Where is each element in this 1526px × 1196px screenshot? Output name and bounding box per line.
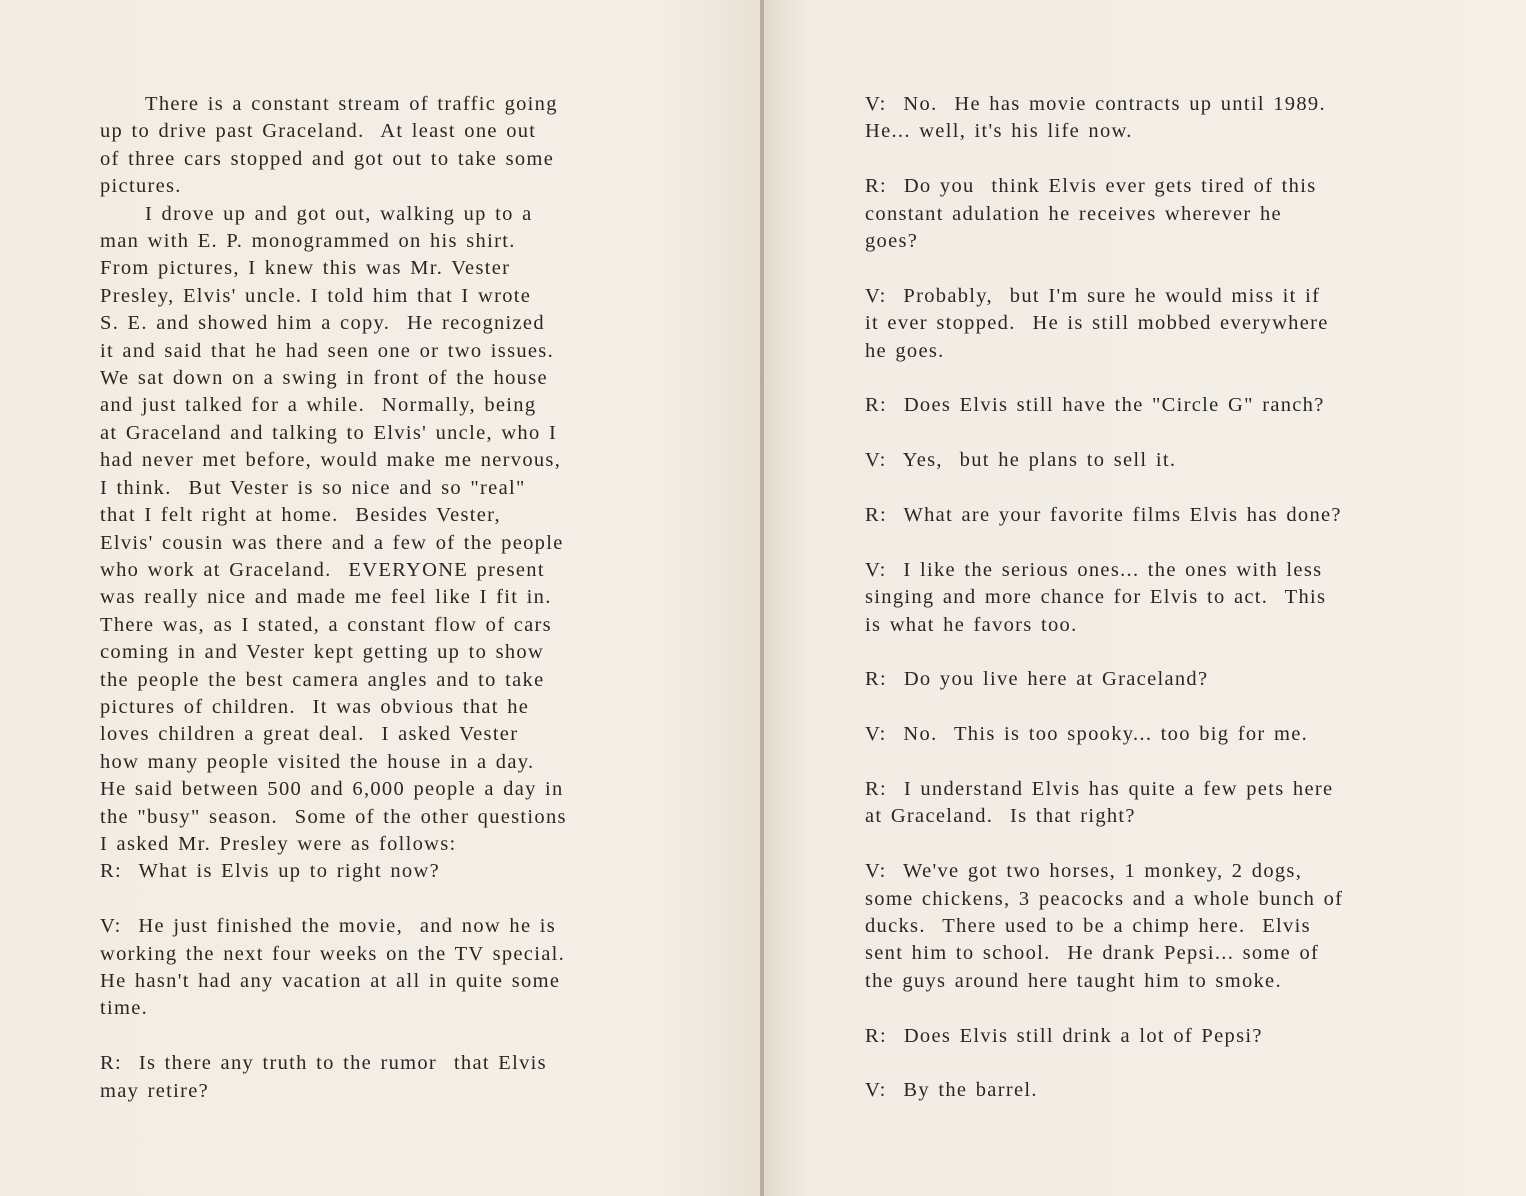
- text-line: pictures.: [100, 175, 182, 198]
- interview-exchange: [100, 858, 680, 885]
- text-line: Elvis' cousin was there and a few of the people: [100, 531, 564, 554]
- text-line: R: Do you think Elvis ever gets tired of this: [865, 175, 1317, 198]
- text-line: R: What is Elvis up to right now?: [100, 860, 440, 883]
- text-line: I drove up and got out, walking up to a: [145, 202, 533, 225]
- right-interview: [865, 91, 1465, 1105]
- text-line: From pictures, I knew this was Mr. Vester: [100, 257, 511, 280]
- text-line: up to drive past Graceland. At least one out: [100, 120, 537, 143]
- text-line: R: What are your favorite films Elvis has done?: [865, 504, 1342, 527]
- text-line: that I felt right at home. Besides Vester,: [100, 504, 501, 527]
- text-line: V: I like the serious ones... the ones with less: [865, 558, 1323, 581]
- text-line: We sat down on a swing in front of the house: [100, 367, 548, 390]
- text-line: is what he favors too.: [865, 613, 1078, 636]
- text-line: R: Does Elvis still have the "Circle G" ranch?: [865, 394, 1325, 417]
- text-line: the people the best camera angles and to take: [100, 668, 545, 691]
- text-line: and just talked for a while. Normally, being: [100, 394, 537, 417]
- text-line: who work at Graceland. EVERYONE present: [100, 558, 545, 581]
- text-line: Presley, Elvis' uncle. I told him that I wrote: [100, 284, 532, 307]
- right-page-text: [865, 91, 1465, 1132]
- interview-exchange: [865, 858, 1465, 995]
- right-page: [764, 0, 1526, 1196]
- text-line: ducks. There used to be a chimp here. Elvis: [865, 915, 1311, 938]
- left-interview: [100, 858, 680, 1105]
- text-line: coming in and Vester kept getting up to show: [100, 641, 545, 664]
- text-line: R: Does Elvis still drink a lot of Pepsi?: [865, 1024, 1263, 1047]
- text-line: He said between 500 and 6,000 people a day in: [100, 778, 564, 801]
- text-line: he goes.: [865, 339, 945, 362]
- text-line: constant adulation he receives wherever he: [865, 202, 1282, 225]
- text-line: I asked Mr. Presley were as follows:: [100, 832, 457, 855]
- text-line: R: I understand Elvis has quite a few pets here: [865, 778, 1334, 801]
- text-line: V: We've got two horses, 1 monkey, 2 dogs,: [865, 860, 1303, 883]
- text-line: There is a constant stream of traffic going: [145, 93, 558, 115]
- text-line: working the next four weeks on the TV special.: [100, 942, 566, 965]
- text-line: of three cars stopped and got out to take some: [100, 147, 555, 170]
- interview-exchange: [865, 173, 1465, 255]
- text-line: at Graceland and talking to Elvis' uncle, who I: [100, 421, 558, 444]
- interview-exchange: [865, 283, 1465, 365]
- text-line: There was, as I stated, a constant flow of cars: [100, 613, 552, 636]
- left-page: [0, 0, 762, 1196]
- paragraph-traffic: [100, 91, 680, 201]
- text-line: goes?: [865, 230, 919, 253]
- text-line: it ever stopped. He is still mobbed everywhere: [865, 312, 1329, 335]
- text-line: loves children a great deal. I asked Vester: [100, 723, 519, 746]
- text-line: how many people visited the house in a day.: [100, 750, 535, 773]
- interview-exchange: [865, 502, 1465, 529]
- text-line: singing and more chance for Elvis to act. This: [865, 586, 1327, 609]
- text-line: some chickens, 3 peacocks and a whole bunch of: [865, 887, 1344, 910]
- text-line: pictures of children. It was obvious that he: [100, 695, 530, 718]
- text-line: sent him to school. He drank Pepsi... some of: [865, 942, 1320, 965]
- text-line: I think. But Vester is so nice and so "real": [100, 476, 526, 499]
- text-line: R: Do you live here at Graceland?: [865, 668, 1209, 691]
- text-line: it and said that he had seen one or two issues.: [100, 339, 555, 362]
- interview-exchange: [100, 1050, 680, 1105]
- text-line: V: By the barrel.: [865, 1079, 1038, 1102]
- interview-exchange: [865, 1023, 1465, 1050]
- text-line: V: No. He has movie contracts up until 1989.: [865, 93, 1326, 115]
- text-line: was really nice and made me feel like I fit in.: [100, 586, 552, 609]
- interview-exchange: [865, 666, 1465, 693]
- text-line: had never met before, would make me nervous,: [100, 449, 562, 472]
- text-line: R: Is there any truth to the rumor that Elvis: [100, 1052, 547, 1075]
- text-line: V: Probably, but I'm sure he would miss it if: [865, 284, 1321, 307]
- text-line: the guys around here taught him to smoke.: [865, 969, 1282, 992]
- interview-exchange: [865, 721, 1465, 748]
- text-line: man with E. P. monogrammed on his shirt.: [100, 230, 516, 253]
- text-line: S. E. and showed him a copy. He recognized: [100, 312, 545, 335]
- paragraph-visit: [100, 201, 680, 859]
- text-line: V: No. This is too spooky... too big for me.: [865, 723, 1309, 746]
- interview-exchange: [865, 557, 1465, 639]
- text-line: He hasn't had any vacation at all in quite some: [100, 969, 561, 992]
- text-line: V: He just finished the movie, and now he is: [100, 915, 557, 938]
- interview-exchange: [865, 392, 1465, 419]
- text-line: at Graceland. Is that right?: [865, 805, 1136, 828]
- text-line: He... well, it's his life now.: [865, 120, 1133, 143]
- interview-exchange: [100, 913, 680, 1023]
- interview-exchange: [865, 776, 1465, 831]
- interview-exchange: [865, 91, 1465, 146]
- interview-exchange: [865, 1077, 1465, 1104]
- text-line: V: Yes, but he plans to sell it.: [865, 449, 1177, 472]
- text-line: may retire?: [100, 1079, 210, 1102]
- interview-exchange: [865, 447, 1465, 474]
- text-line: time.: [100, 997, 149, 1020]
- left-page-text: [100, 91, 680, 1132]
- text-line: the "busy" season. Some of the other questions: [100, 805, 567, 828]
